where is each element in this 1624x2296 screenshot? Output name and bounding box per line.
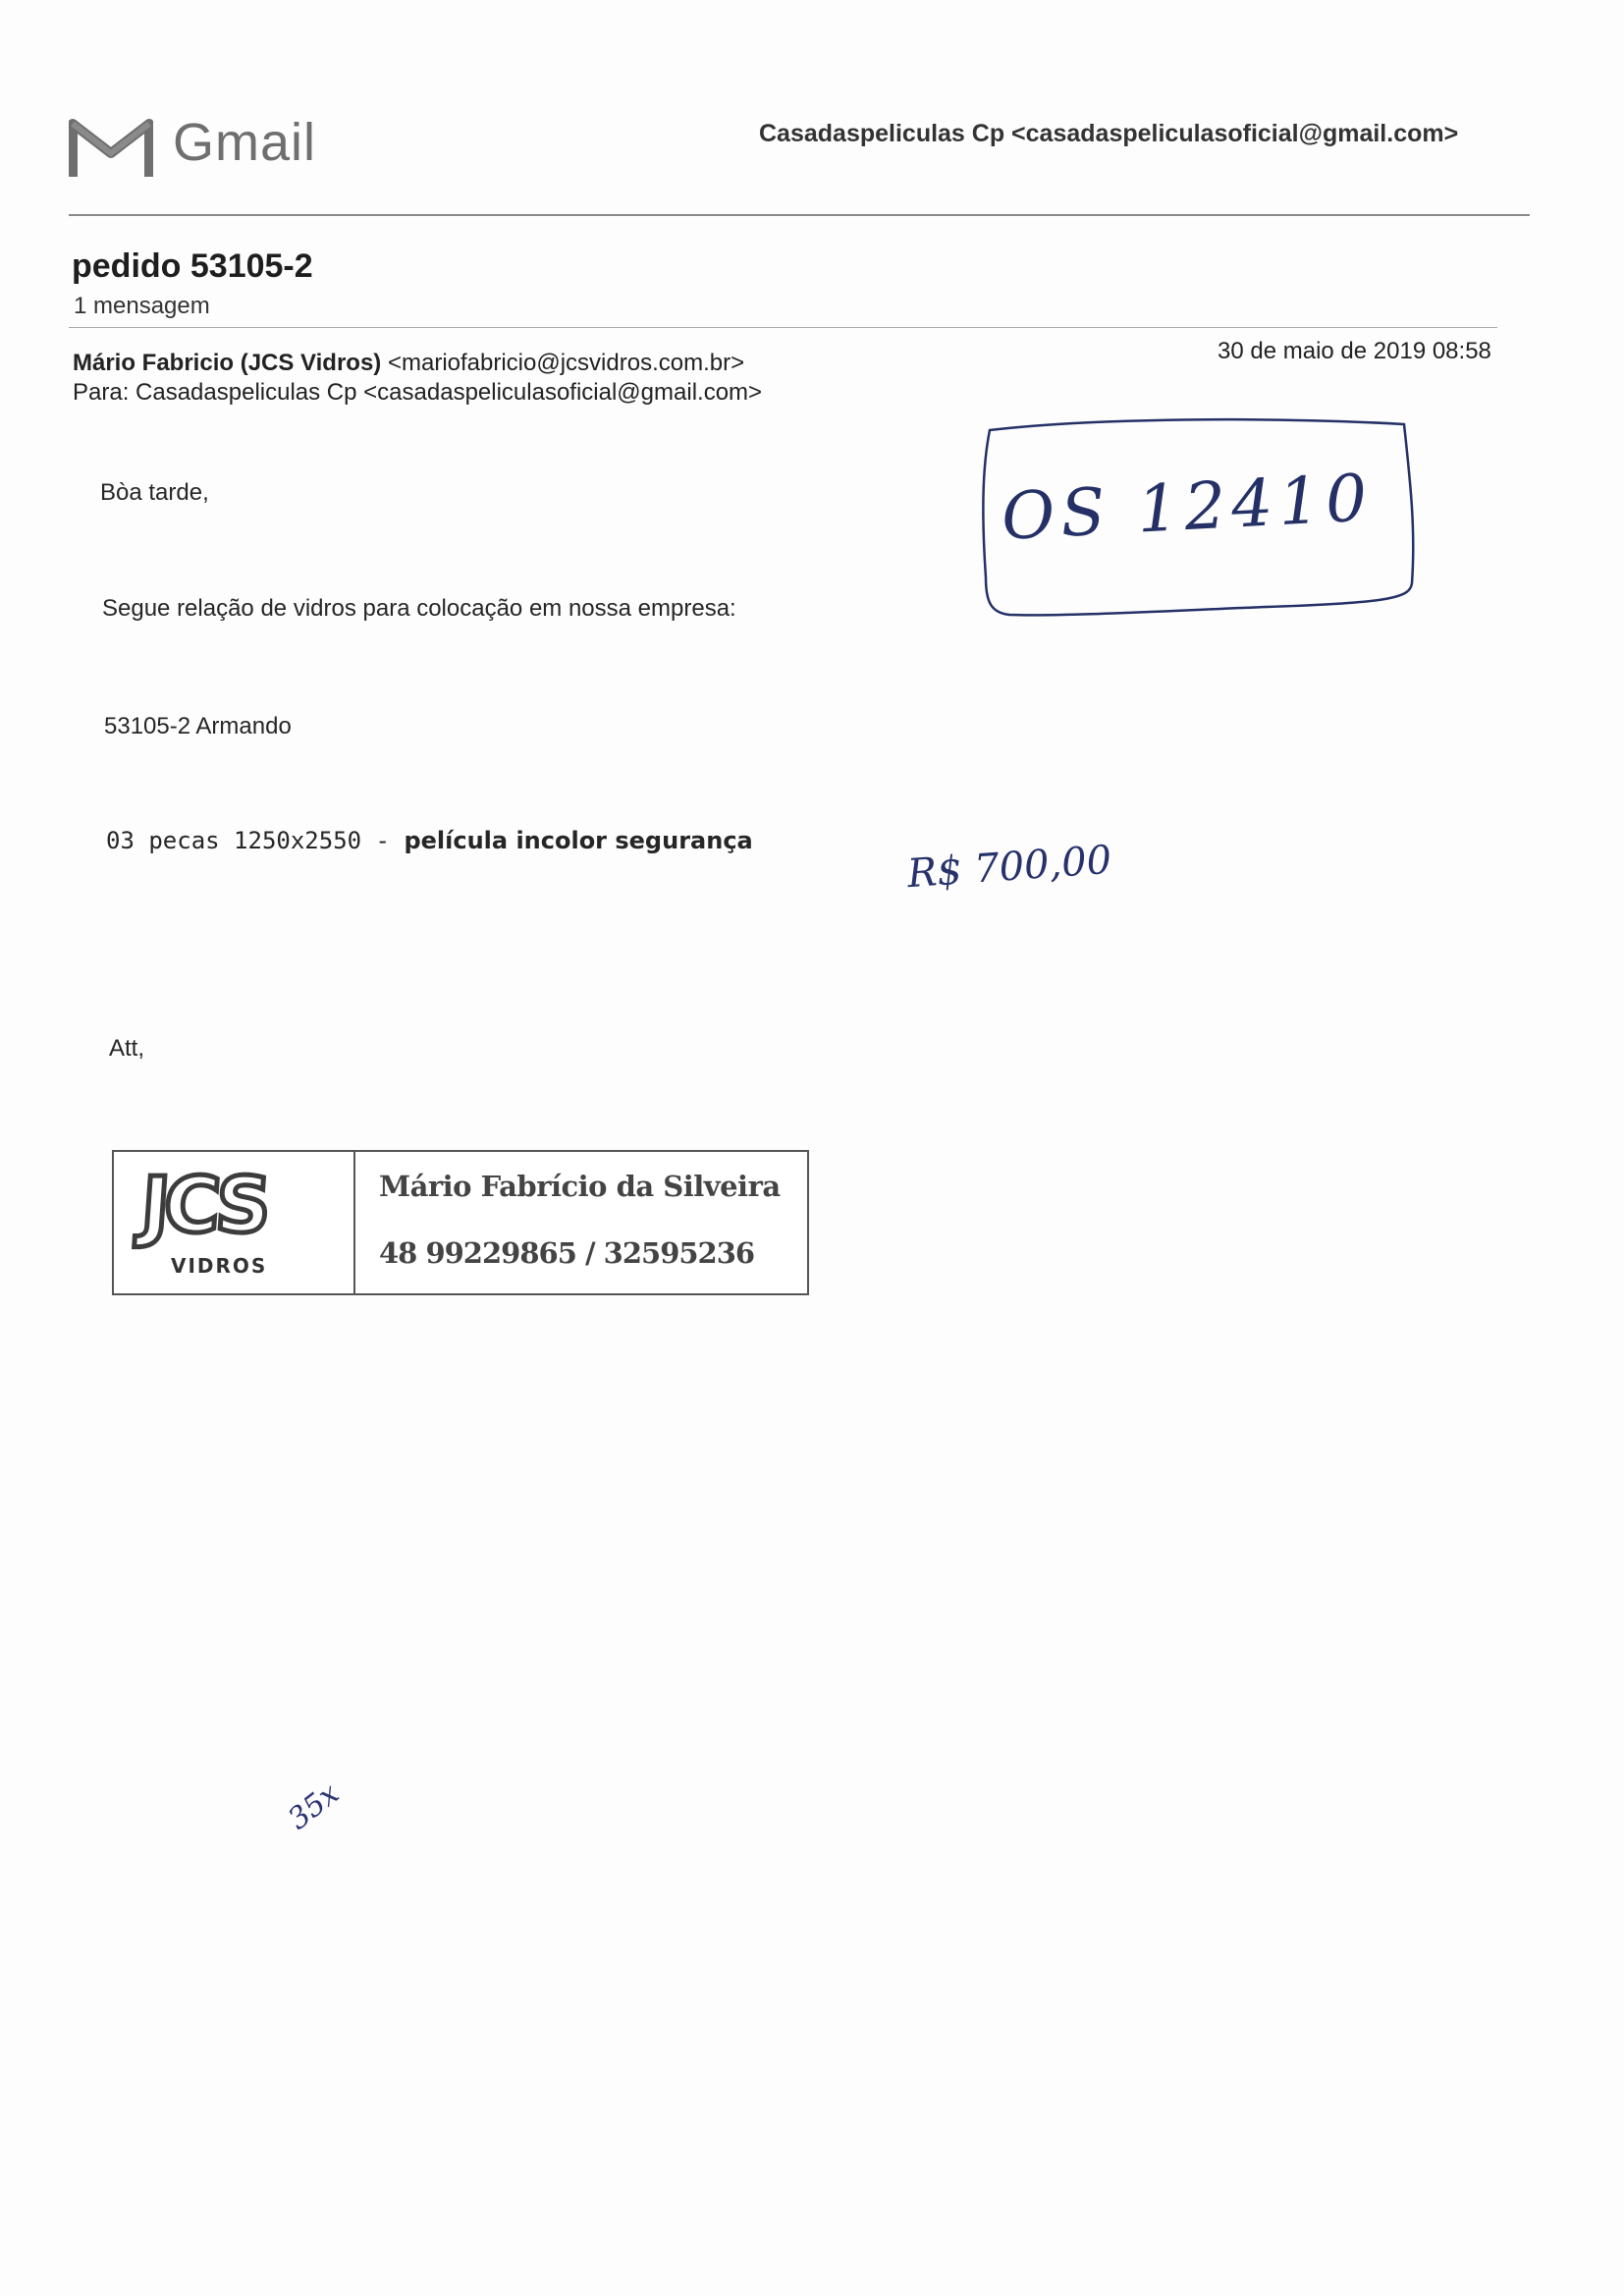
item-qty-size: 03 pecas 1250x2550 - — [106, 827, 405, 854]
order-item — [106, 827, 753, 854]
intro-text: Segue relação de vidros para colocação em nossa empresa: — [102, 595, 736, 622]
item-description: película incolor segurança — [404, 827, 753, 854]
signature-phone: 48 99229865 / 32595236 — [379, 1236, 755, 1270]
order-reference: 53105-2 Armando — [104, 713, 292, 739]
handwritten-margin-note: 35x — [282, 1776, 347, 1837]
message-date: 30 de maio de 2019 08:58 — [1218, 338, 1491, 364]
message-count: 1 mensagem — [74, 293, 210, 319]
sender-email: <mariofabricio@jcsvidros.com.br> — [387, 350, 745, 376]
signature-logo-cell — [114, 1152, 355, 1293]
recipient-line: Para: Casadaspeliculas Cp <casadaspeliculasoficial@gmail.com> — [73, 379, 763, 406]
signature-card — [112, 1150, 809, 1295]
sender-line — [73, 350, 744, 377]
greeting: Bòa tarde, — [100, 479, 209, 506]
email-subject: pedido 53105-2 — [72, 247, 313, 285]
thread-divider — [69, 327, 1497, 328]
company-logo — [132, 1162, 342, 1285]
company-logo-mark: JCS — [137, 1162, 269, 1250]
sender-name: Mário Fabricio (JCS Vidros) — [73, 350, 382, 376]
handwritten-os-number: OS 12410 — [1000, 460, 1376, 555]
signature-name: Mário Fabrício da Silveira — [379, 1170, 781, 1203]
gmail-wordmark: Gmail — [173, 113, 317, 172]
closing: Att, — [109, 1035, 145, 1062]
header-divider — [69, 214, 1530, 216]
gmail-logo-icon — [69, 114, 153, 181]
account-identity: Casadaspeliculas Cp <casadaspeliculasoficial@gmail.com> — [759, 120, 1459, 147]
company-logo-subtext: VIDROS — [171, 1254, 268, 1278]
handwritten-price: R$ 700,00 — [905, 837, 1113, 898]
